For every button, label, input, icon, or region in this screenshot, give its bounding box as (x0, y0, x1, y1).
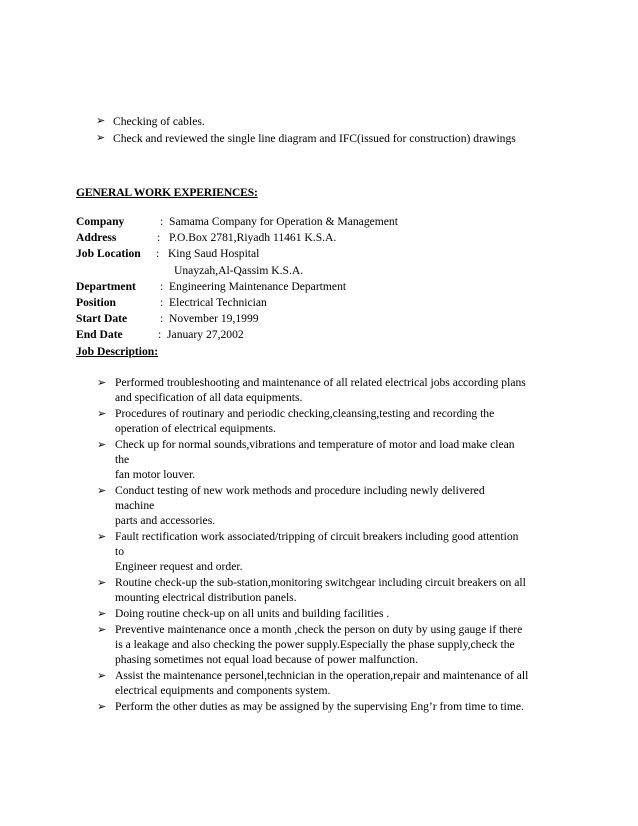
bullet-text: Checking of cables. (113, 115, 205, 128)
list-item (97, 669, 573, 699)
detail-row-start-date (76, 311, 596, 327)
bullet-text-line: operation of electrical equipments. (115, 421, 276, 435)
list-item (97, 576, 573, 606)
detail-row-end-date (76, 327, 596, 343)
list-item (96, 130, 616, 147)
bullet-text-line: Procedures of routinary and periodic checking,cleansing,testing and recording the (115, 407, 495, 421)
detail-row-job-location (76, 246, 596, 262)
bullet-text-line: fan motor louver. (115, 467, 196, 481)
detail-label: End Date (76, 328, 123, 342)
arrow-bullet-icon: ➢ (97, 408, 107, 421)
arrow-bullet-icon: ➢ (97, 624, 107, 637)
detail-label: Position (76, 295, 116, 309)
job-description-heading: Job Description: (76, 345, 159, 358)
bullet-text-line: Preventive maintenance once a month ,check the person on duty by using gauge if there (115, 623, 523, 637)
detail-value: : January 27,2002 (158, 328, 244, 342)
bullet-text: Check and reviewed the single line diagram and IFC(issued for construction) drawings (113, 132, 516, 145)
bullet-text-line: phasing sometimes not equal load because of power malfunction. (115, 652, 418, 666)
detail-label: Address (76, 231, 117, 245)
detail-value: Unayzah,Al-Qassim K.S.A. (174, 263, 304, 277)
bullet-text-line: is a leakage and also checking the power supply.Especially the phase supply,check the (115, 638, 515, 652)
detail-label: Job Location (76, 247, 141, 261)
employment-details (76, 214, 596, 344)
detail-row-department (76, 279, 596, 295)
arrow-bullet-icon: ➢ (96, 132, 106, 144)
bullet-text-line: Fault rectification work associated/tripping of circuit breakers including good attention (115, 529, 519, 543)
list-item (97, 484, 573, 528)
list-item (97, 700, 573, 715)
detail-label: Company (76, 215, 125, 228)
arrow-bullet-icon: ➢ (97, 439, 107, 452)
detail-label: Department (76, 279, 136, 293)
detail-value: : Electrical Technician (160, 295, 267, 309)
detail-row-position (76, 295, 596, 311)
arrow-bullet-icon: ➢ (97, 530, 107, 543)
bullet-text-line: Assist the maintenance personel,technician in the operation,repair and maintenance of all (115, 669, 529, 683)
arrow-bullet-icon: ➢ (97, 607, 107, 620)
arrow-bullet-icon: ➢ (96, 115, 106, 127)
detail-value: : P.O.Box 2781,Riyadh 11461 K.S.A. (157, 231, 337, 245)
list-item (97, 530, 573, 574)
detail-row-company (76, 214, 596, 230)
arrow-bullet-icon: ➢ (97, 670, 107, 683)
detail-value: : November 19,1999 (160, 312, 259, 326)
detail-value: : Engineering Maintenance Department (160, 279, 347, 293)
arrow-bullet-icon: ➢ (97, 377, 107, 389)
list-item (97, 607, 573, 622)
bullet-text-line: Performed troubleshooting and maintenance of all related electrical jobs according plans (115, 376, 526, 389)
bullet-text-line: Perform the other duties as may be assigned by the supervising Eng’r from time to time. (115, 700, 524, 714)
list-item (97, 623, 573, 667)
detail-row-address (76, 230, 596, 246)
list-item (97, 376, 573, 406)
detail-row-location-continued (76, 263, 596, 279)
arrow-bullet-icon: ➢ (97, 576, 107, 589)
list-item (96, 113, 616, 130)
bullet-text-line: the (115, 452, 130, 466)
bullet-text-line: Routine check-up the sub-station,monitoring switchgear including circuit breakers on all (115, 575, 526, 589)
bullet-text-line: to (115, 544, 125, 558)
arrow-bullet-icon: ➢ (97, 485, 107, 498)
job-description-list (97, 376, 573, 717)
list-item (97, 407, 573, 437)
bullet-text-line: Conduct testing of new work methods and procedure including newly delivered (115, 484, 485, 498)
bullet-text-line: parts and accessories. (115, 513, 216, 527)
bullet-text-line: Check up for normal sounds,vibrations and temperature of motor and load make clean (115, 438, 515, 452)
list-item (97, 438, 573, 482)
bullet-text-line: machine (115, 498, 155, 512)
bullet-text-line: electrical equipments and components system. (115, 683, 331, 697)
top-bullet-list (96, 113, 616, 147)
bullet-text-line: Engineer request and order. (115, 559, 243, 573)
bullet-text-line: Doing routine check-up on all units and building facilities . (115, 606, 390, 620)
bullet-text-line: and specification of all data equipments. (115, 390, 303, 404)
detail-value: : King Saud Hospital (156, 247, 260, 261)
bullet-text-line: mounting electrical distribution panels. (115, 590, 297, 604)
detail-value: : Samama Company for Operation & Management (160, 215, 398, 228)
detail-label: Start Date (76, 312, 128, 326)
arrow-bullet-icon: ➢ (97, 701, 107, 714)
general-work-experiences-heading: GENERAL WORK EXPERIENCES: (76, 186, 258, 199)
